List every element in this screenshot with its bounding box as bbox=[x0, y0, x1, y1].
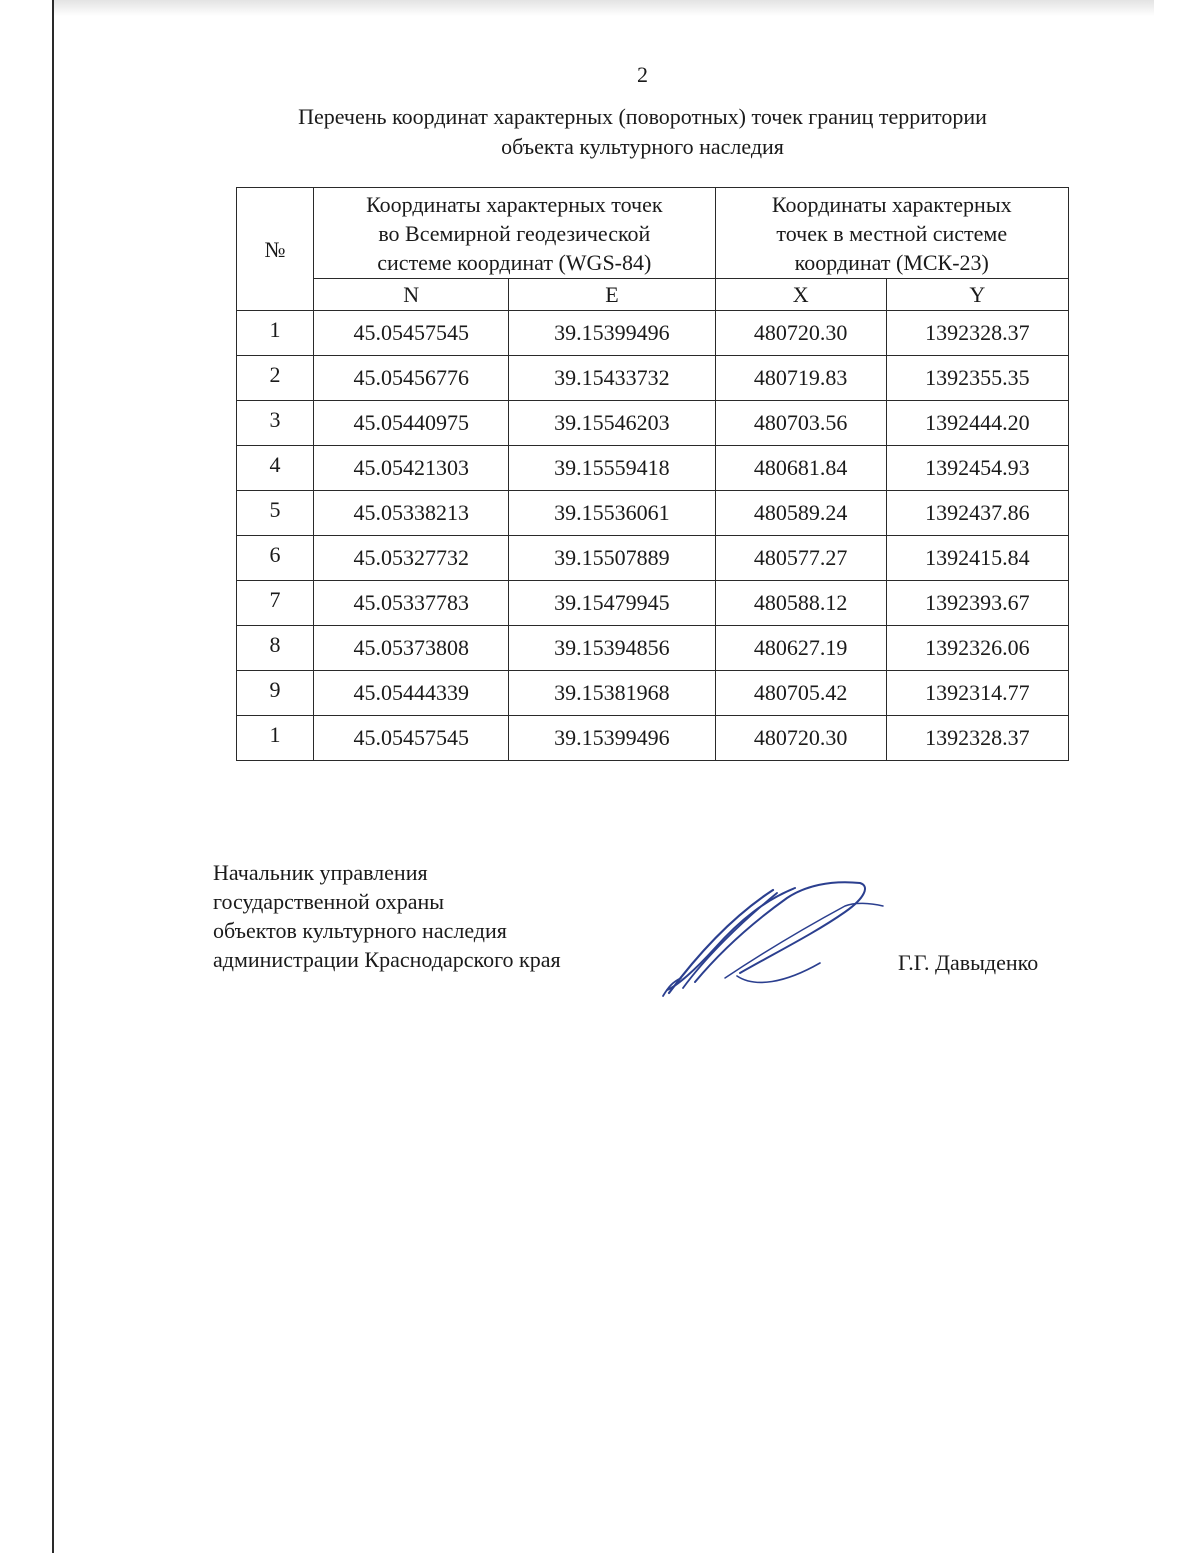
signatory-position bbox=[213, 858, 561, 974]
signatory-position-line-3: объектов культурного наследия bbox=[213, 918, 507, 943]
header-msk23 bbox=[715, 188, 1068, 279]
cell-x: 480719.83 bbox=[715, 356, 886, 401]
cell-e: 39.15399496 bbox=[509, 716, 715, 761]
signatory-name: Г.Г. Давыденко bbox=[898, 950, 1039, 975]
table-row bbox=[237, 401, 1069, 446]
header-wgs84-line-3: системе координат (WGS-84) bbox=[377, 249, 652, 275]
cell-e: 39.15433732 bbox=[509, 356, 715, 401]
document-title bbox=[200, 102, 1085, 162]
cell-point-number: 1 bbox=[237, 716, 314, 761]
cell-point-number: 9 bbox=[237, 671, 314, 716]
cell-n: 45.05457545 bbox=[314, 311, 509, 356]
header-wgs84-line-2: во Всемирной геодезической bbox=[378, 220, 651, 246]
header-wgs84 bbox=[314, 188, 715, 279]
cell-point-number: 7 bbox=[237, 581, 314, 626]
cell-n: 45.05440975 bbox=[314, 401, 509, 446]
cell-e: 39.15399496 bbox=[509, 311, 715, 356]
document-title-line-2: объекта культурного наследия bbox=[501, 134, 784, 159]
cell-e: 39.15536061 bbox=[509, 491, 715, 536]
cell-y: 1392415.84 bbox=[886, 536, 1068, 581]
cell-x: 480720.30 bbox=[715, 311, 886, 356]
cell-e: 39.15381968 bbox=[509, 671, 715, 716]
subheader-x: X bbox=[715, 279, 886, 311]
cell-y: 1392454.93 bbox=[886, 446, 1068, 491]
table-row bbox=[237, 716, 1069, 761]
table-row bbox=[237, 671, 1069, 716]
header-msk23-line-3: координат (МСК-23) bbox=[794, 249, 989, 275]
header-wgs84-line-1: Координаты характерных точек bbox=[366, 191, 663, 217]
cell-e: 39.15507889 bbox=[509, 536, 715, 581]
cell-n: 45.05327732 bbox=[314, 536, 509, 581]
cell-y: 1392444.20 bbox=[886, 401, 1068, 446]
signatory-position-line-4: администрации Краснодарского края bbox=[213, 947, 561, 972]
cell-y: 1392328.37 bbox=[886, 311, 1068, 356]
table-row bbox=[237, 626, 1069, 671]
header-number: № bbox=[237, 188, 314, 311]
cell-x: 480720.30 bbox=[715, 716, 886, 761]
cell-point-number: 4 bbox=[237, 446, 314, 491]
cell-n: 45.05456776 bbox=[314, 356, 509, 401]
cell-point-number: 8 bbox=[237, 626, 314, 671]
cell-y: 1392326.06 bbox=[886, 626, 1068, 671]
handwritten-signature-icon bbox=[655, 878, 895, 1003]
header-msk23-line-1: Координаты характерных bbox=[771, 191, 1012, 217]
cell-y: 1392437.86 bbox=[886, 491, 1068, 536]
cell-y: 1392393.67 bbox=[886, 581, 1068, 626]
signatory-position-line-2: государственной охраны bbox=[213, 889, 445, 914]
cell-e: 39.15479945 bbox=[509, 581, 715, 626]
cell-point-number: 6 bbox=[237, 536, 314, 581]
cell-point-number: 1 bbox=[237, 311, 314, 356]
table-row bbox=[237, 356, 1069, 401]
coordinates-table bbox=[236, 187, 1069, 761]
header-msk23-line-2: точек в местной системе bbox=[776, 220, 1008, 246]
signatory-position-line-1: Начальник управления bbox=[213, 860, 428, 885]
page-top-shadow bbox=[54, 0, 1154, 16]
cell-n: 45.05337783 bbox=[314, 581, 509, 626]
cell-x: 480681.84 bbox=[715, 446, 886, 491]
document-title-line-1: Перечень координат характерных (поворотных) точек границ территории bbox=[298, 104, 987, 129]
table-row bbox=[237, 581, 1069, 626]
cell-point-number: 2 bbox=[237, 356, 314, 401]
cell-x: 480589.24 bbox=[715, 491, 886, 536]
cell-x: 480703.56 bbox=[715, 401, 886, 446]
cell-n: 45.05444339 bbox=[314, 671, 509, 716]
table-row bbox=[237, 311, 1069, 356]
cell-n: 45.05421303 bbox=[314, 446, 509, 491]
cell-x: 480627.19 bbox=[715, 626, 886, 671]
page-left-edge bbox=[52, 0, 54, 1553]
table-row bbox=[237, 536, 1069, 581]
cell-x: 480705.42 bbox=[715, 671, 886, 716]
cell-y: 1392355.35 bbox=[886, 356, 1068, 401]
table-header-row bbox=[237, 188, 1069, 279]
cell-n: 45.05338213 bbox=[314, 491, 509, 536]
cell-x: 480577.27 bbox=[715, 536, 886, 581]
cell-e: 39.15559418 bbox=[509, 446, 715, 491]
cell-x: 480588.12 bbox=[715, 581, 886, 626]
cell-y: 1392314.77 bbox=[886, 671, 1068, 716]
cell-n: 45.05373808 bbox=[314, 626, 509, 671]
cell-e: 39.15394856 bbox=[509, 626, 715, 671]
subheader-y: Y bbox=[886, 279, 1068, 311]
subheader-e: E bbox=[509, 279, 715, 311]
subheader-n: N bbox=[314, 279, 509, 311]
table-row bbox=[237, 446, 1069, 491]
page-number: 2 bbox=[637, 62, 648, 87]
cell-point-number: 3 bbox=[237, 401, 314, 446]
cell-n: 45.05457545 bbox=[314, 716, 509, 761]
cell-y: 1392328.37 bbox=[886, 716, 1068, 761]
table-row bbox=[237, 491, 1069, 536]
table-subheader-row bbox=[237, 279, 1069, 311]
cell-point-number: 5 bbox=[237, 491, 314, 536]
cell-e: 39.15546203 bbox=[509, 401, 715, 446]
